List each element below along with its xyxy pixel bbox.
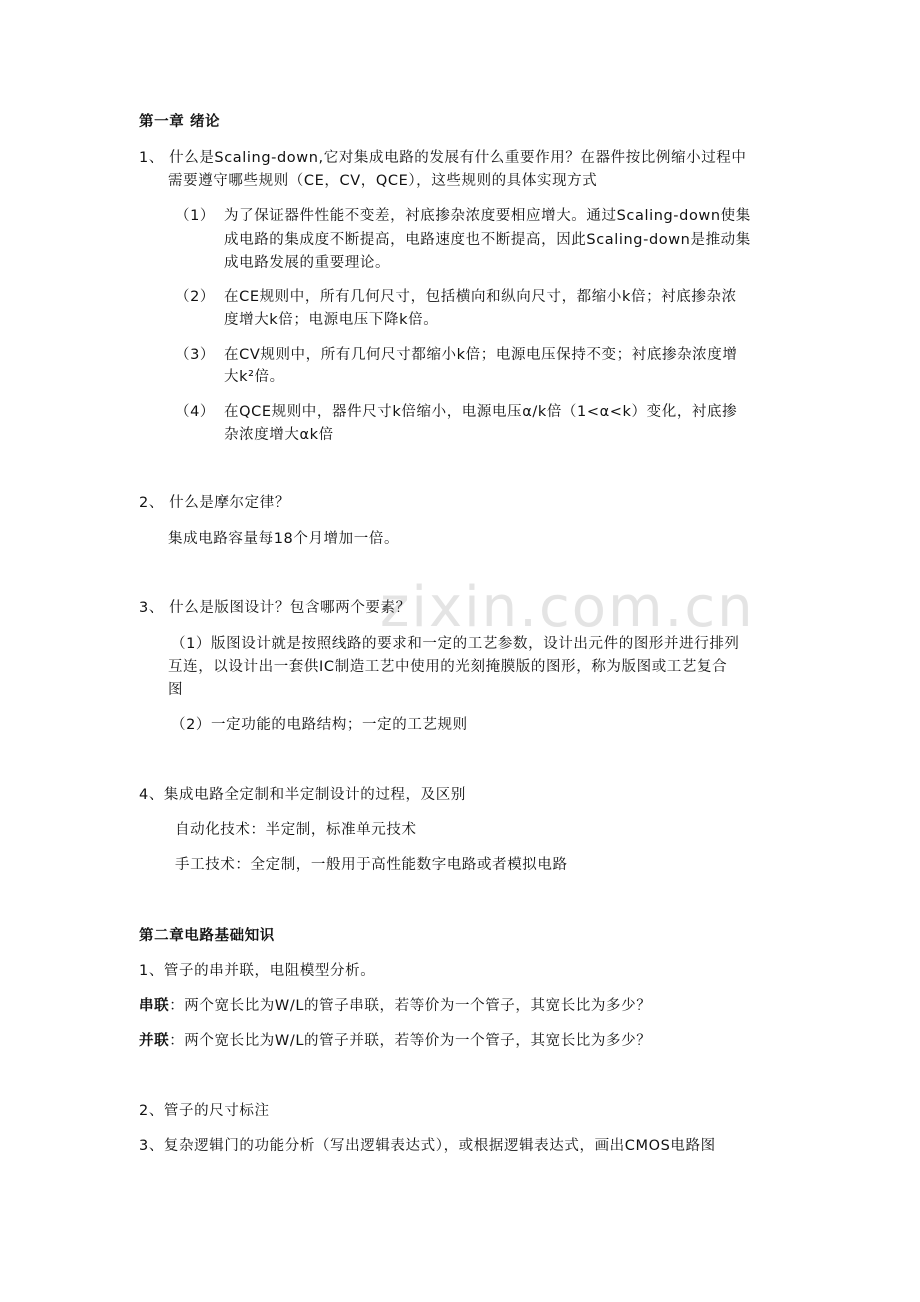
q1-a1-num: （1） [175, 208, 216, 224]
ch2-item-3: 3、复杂逻辑门的功能分析（写出逻辑表达式），或根据逻辑表达式，画出CMOS电路图 [139, 1138, 716, 1154]
q1-a3-line-2: 大k²倍。 [224, 369, 285, 385]
q3-question: 3、 什么是版图设计？包含哪两个要素？ [139, 600, 411, 616]
q1-line-2: 需要遵守哪些规则（CE，CV，QCE），这些规则的具体实现方式 [168, 173, 598, 189]
q3-a1-line-3: 图 [168, 682, 184, 698]
q1-line-1: 1、 什么是Scaling-down,它对集成电路的发展有什么重要作用？在器件按比例缩小过程中 [139, 150, 747, 166]
q3-a2: （2）一定功能的电路结构；一定的工艺规则 [171, 717, 468, 733]
chapter-1-title: 第一章 绪论 [139, 114, 221, 130]
q1-a4-line-2: 杂浓度增大αk倍 [224, 427, 334, 443]
watermark: zixin.com.cn [380, 575, 755, 640]
q1-a3-line-1: 在CV规则中，所有几何尺寸都缩小k倍；电源电压保持不变；衬底掺杂浓度增 [224, 347, 738, 363]
q1-a3-num: （3） [175, 347, 216, 363]
q3-a1-line-2: 互连，以设计出一套供IC制造工艺中使用的光刻掩膜版的图形，称为版图或工艺复合 [168, 659, 728, 675]
series-label: 串联 [139, 998, 170, 1014]
q1-a4-line-1: 在QCE规则中，器件尺寸k倍缩小，电源电压α/k倍（1<α<k）变化，衬底掺 [224, 404, 738, 420]
q1-a2-num: （2） [175, 289, 216, 305]
q1-a1-line-3: 成电路发展的重要理论。 [224, 255, 391, 271]
parallel-label: 并联 [139, 1033, 170, 1049]
parallel-text: ：两个宽长比为W/L的管子并联，若等价为一个管子，其宽长比为多少？ [169, 1033, 652, 1049]
q4-a2: 手工技术：全定制，一般用于高性能数字电路或者模拟电路 [175, 857, 568, 873]
q1-a4-num: （4） [175, 404, 216, 420]
series-text: ：两个宽长比为W/L的管子串联，若等价为一个管子，其宽长比为多少？ [169, 998, 652, 1014]
q1-a1-line-2: 成电路的集成度不断提高，电路速度也不断提高，因此Scaling-down是推动集 [224, 232, 751, 248]
series-line [139, 996, 651, 1016]
q4-question: 4、集成电路全定制和半定制设计的过程，及区别 [139, 787, 466, 803]
q3-a1-line-1: （1）版图设计就是按照线路的要求和一定的工艺参数，设计出元件的图形并进行排列 [171, 636, 740, 652]
q2-answer: 集成电路容量每18个月增加一倍。 [168, 531, 400, 547]
q2-question: 2、 什么是摩尔定律？ [139, 495, 290, 511]
q4-a1: 自动化技术：半定制，标准单元技术 [175, 822, 417, 838]
ch2-item-1: 1、管子的串并联，电阻模型分析。 [139, 963, 376, 979]
chapter-2-title: 第二章电路基础知识 [139, 928, 275, 944]
q1-a1-line-1: 为了保证器件性能不变差，衬底掺杂浓度要相应增大。通过Scaling-down使集 [224, 208, 751, 224]
q1-a2-line-2: 度增大k倍；电源电压下降k倍。 [224, 312, 439, 328]
ch2-item-2: 2、管子的尺寸标注 [139, 1103, 270, 1119]
q1-a2-line-1: 在CE规则中，所有几何尺寸，包括横向和纵向尺寸，都缩小k倍；衬底掺杂浓 [224, 289, 737, 305]
parallel-line [139, 1031, 651, 1051]
